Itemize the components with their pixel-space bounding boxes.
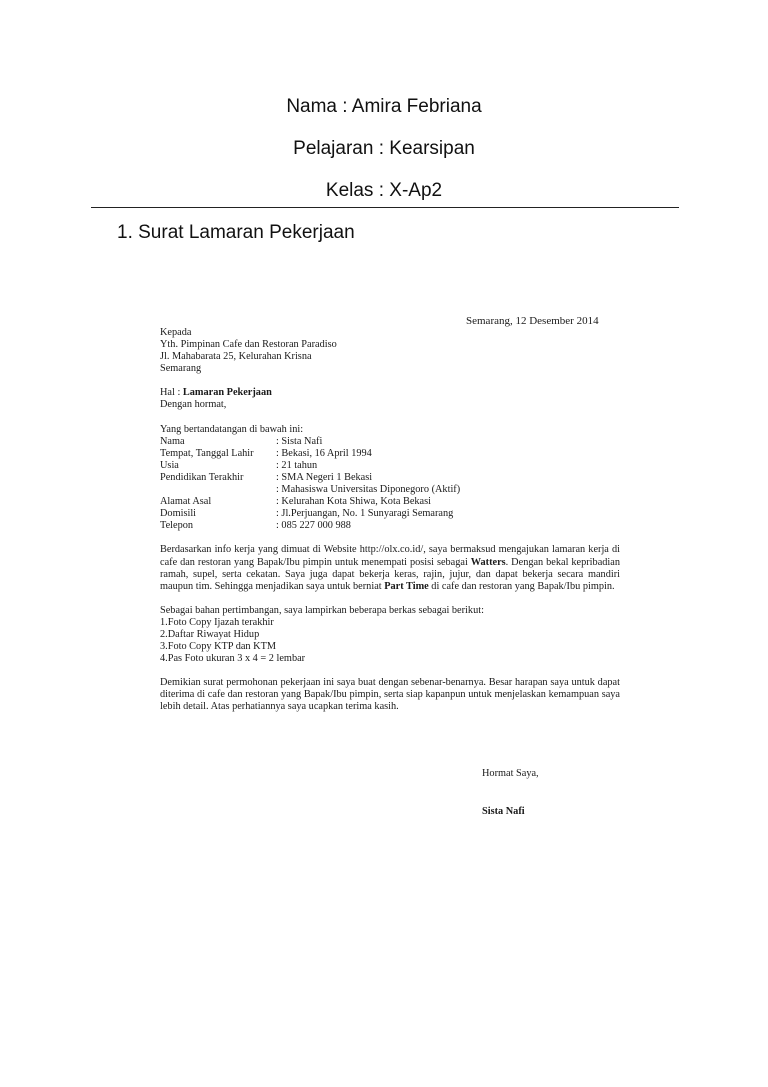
field-label: Nama: [160, 435, 185, 447]
field-value: : 21 tahun: [276, 459, 318, 471]
paragraph-1-text-c: di cafe dan restoran yang Bapak/Ibu pimpin.: [428, 580, 615, 592]
field-label: Domisili: [160, 508, 197, 520]
attachment-item: 2.Daftar Riwayat Hidup: [160, 628, 260, 640]
subject-line: [160, 387, 620, 399]
letter-body: [160, 315, 620, 714]
greeting: Dengan hormat,: [160, 399, 227, 411]
address-line: Jl. Mahabarata 25, Kelurahan Krisna: [160, 351, 312, 363]
attachment-item: 4.Pas Foto ukuran 3 x 4 = 2 lembar: [160, 653, 306, 665]
paragraph-1-bold-parttime: Part Time: [384, 580, 429, 592]
paragraph-1: [160, 544, 620, 592]
paragraph-1-text-a: Berdasarkan info kerja yang dimuat di Website http://olx.co.id/, saya bermaksud mengajukan lamaran kerja di cafe dan restoran yang Bapak/Ibu pimpin untuk menempati posisi sebagai: [160, 544, 620, 568]
intro-line: Yang bertandatangan di bawah ini:: [160, 423, 304, 435]
field-label: Alamat Asal: [160, 496, 212, 508]
field-label: [160, 484, 276, 496]
subject-text: Lamaran Pekerjaan: [182, 387, 272, 399]
attachments-intro: Sebagai bahan pertimbangan, saya lampirkan beberapa berkas sebagai berikut:: [160, 604, 484, 616]
field-row: [160, 472, 620, 484]
address-line: Semarang: [160, 363, 202, 375]
field-label: Usia: [160, 459, 179, 471]
field-value: : Kelurahan Kota Shiwa, Kota Bekasi: [276, 496, 431, 508]
field-row: [160, 496, 620, 508]
field-row: [160, 508, 620, 520]
address-line: Kepada: [160, 327, 192, 338]
address-line: Yth. Pimpinan Cafe dan Restoran Paradiso: [160, 339, 337, 351]
attachment-item: 1.Foto Copy Ijazah terakhir: [160, 616, 274, 628]
signature-name: Sista Nafi: [482, 806, 525, 817]
header-subject: Pelajaran : Kearsipan: [293, 138, 475, 159]
field-value: : Bekasi, 16 April 1994: [276, 447, 372, 459]
subject-prefix: Hal :: [160, 387, 183, 399]
field-value: : SMA Negeri 1 Bekasi: [276, 471, 373, 483]
signature: [482, 806, 525, 817]
field-row: [160, 436, 620, 448]
paragraph-3: Demikian surat permohonan pekerjaan ini saya buat dengan sebenar-benarnya. Besar harapan saya untuk dapat diterima di cafe dan restoran yang Bapak/Ibu pimpin, serta siap kapanpun untuk menjelaskan kemampuan saya lebih detail. Atas perhatiannya saya ucapkan terima kasih.: [160, 677, 620, 713]
field-row: [160, 460, 620, 472]
field-row: [160, 484, 620, 496]
letter-date: Semarang, 12 Desember 2014: [466, 315, 599, 327]
paragraph-1-bold-position: Watters: [470, 556, 506, 568]
field-label: Telepon: [160, 520, 194, 532]
header-name: Nama : Amira Febriana: [286, 96, 482, 117]
field-value: : Sista Nafi: [276, 435, 323, 447]
paragraph-1-text-b: . Dengan bekal kepribadian ramah, supel, serta cekatan. Saya juga dapat bekerja keras, rajin, jujur, dan dapat bekerja secara mandiri maupun tim. Sehingga menjadikan saya untuk berniat: [160, 556, 620, 592]
field-value: : 085 227 000 988: [276, 520, 351, 532]
field-row: [160, 520, 620, 532]
closing: Hormat Saya,: [482, 768, 539, 779]
field-row: [160, 448, 620, 460]
header-class: Kelas : X-Ap2: [325, 180, 443, 201]
field-value: : Jl.Perjuangan, No. 1 Sunyaragi Semarang: [276, 508, 454, 520]
header-divider: [91, 207, 679, 208]
field-label: Pendidikan Terakhir: [160, 471, 244, 483]
section-title: 1. Surat Lamaran Pekerjaan: [117, 222, 355, 243]
field-label: Tempat, Tanggal Lahir: [160, 447, 254, 459]
attachment-item: 3.Foto Copy KTP dan KTM: [160, 641, 277, 653]
field-value: : Mahasiswa Universitas Diponegoro (Aktif): [276, 484, 461, 496]
